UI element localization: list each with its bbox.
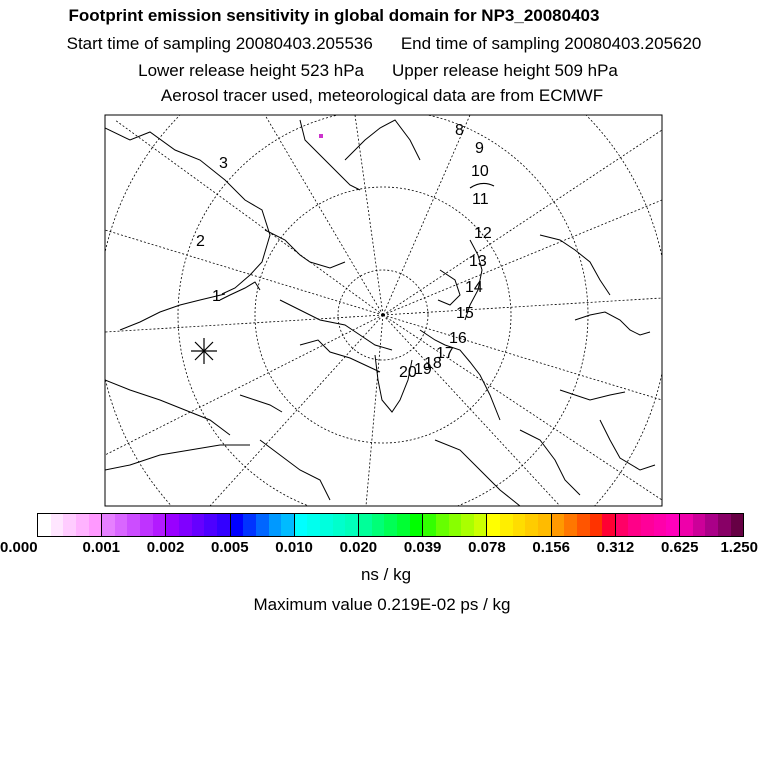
colorbar-segment bbox=[602, 514, 615, 536]
colorbar-segment bbox=[165, 514, 179, 536]
colorbar-segment bbox=[384, 514, 397, 536]
colorbar-segment bbox=[577, 514, 590, 536]
colorbar-segment bbox=[204, 514, 217, 536]
maximum-value: Maximum value 0.219E-02 ps / kg bbox=[253, 595, 511, 614]
colorbar-segment bbox=[731, 514, 744, 536]
colorbar-tick-label: 0.000 bbox=[0, 539, 38, 556]
colorbar-segment bbox=[654, 514, 667, 536]
colorbar-segment bbox=[538, 514, 551, 536]
colorbar-unit: ns / kg bbox=[360, 565, 412, 584]
colorbar-segment bbox=[76, 514, 89, 536]
colorbar-segment bbox=[436, 514, 449, 536]
traj-label: 19 bbox=[414, 361, 432, 378]
colorbar-segment bbox=[140, 514, 153, 536]
colorbar-segment bbox=[590, 514, 603, 536]
colorbar-tick-label: 0.625 bbox=[660, 539, 699, 556]
start-time: Start time of sampling 20080403.205536 bbox=[66, 34, 373, 53]
colorbar-tick-label: 0.005 bbox=[211, 539, 249, 556]
colorbar-segment bbox=[551, 514, 565, 536]
colorbar-segment bbox=[666, 514, 679, 536]
tracer-note: Aerosol tracer used, meteorological data are from ECMWF bbox=[160, 86, 604, 105]
colorbar-segment bbox=[51, 514, 64, 536]
colorbar-segment bbox=[410, 514, 423, 536]
colorbar-tick-label: 0.312 bbox=[596, 539, 635, 556]
colorbar-tick-label: 0.002 bbox=[146, 539, 185, 556]
colorbar-tick-label: 1.250 bbox=[720, 539, 758, 556]
colorbar-segment bbox=[345, 514, 358, 536]
colorbar-segment bbox=[294, 514, 308, 536]
traj-label: 12 bbox=[474, 225, 492, 242]
traj-label: 18 bbox=[424, 355, 442, 372]
traj-label: 3 bbox=[219, 155, 228, 172]
traj-label: 20 bbox=[399, 364, 417, 381]
colorbar-tick-label: 0.039 bbox=[403, 539, 442, 556]
traj-label: 11 bbox=[472, 191, 489, 208]
colorbar-tick-label: 0.001 bbox=[82, 539, 121, 556]
colorbar-segment bbox=[230, 514, 244, 536]
traj-label: 2 bbox=[196, 233, 205, 250]
colorbar-segment bbox=[256, 514, 269, 536]
colorbar-segment bbox=[333, 514, 346, 536]
colorbar-tick-label: 0.078 bbox=[468, 539, 506, 556]
colorbar-segment bbox=[192, 514, 205, 536]
colorbar-segment bbox=[179, 514, 192, 536]
colorbar-segment bbox=[705, 514, 718, 536]
colorbar-tick-label: 0.020 bbox=[339, 539, 378, 556]
colorbar-segment bbox=[474, 514, 487, 536]
colorbar-segment bbox=[372, 514, 385, 536]
colorbar-segment bbox=[153, 514, 166, 536]
colorbar-segment bbox=[217, 514, 230, 536]
colorbar-tick-label: 0.010 bbox=[275, 539, 313, 556]
colorbar-segment bbox=[525, 514, 538, 536]
colorbar-segment bbox=[307, 514, 320, 536]
traj-label: 1 bbox=[212, 288, 221, 305]
colorbar-segment bbox=[500, 514, 513, 536]
colorbar-segment bbox=[461, 514, 474, 536]
traj-label: 15 bbox=[456, 305, 474, 322]
colorbar-tick-label: 0.156 bbox=[532, 539, 570, 556]
colorbar-segment bbox=[628, 514, 641, 536]
end-time: End time of sampling 20080403.205620 bbox=[400, 34, 702, 53]
colorbar-segment bbox=[281, 514, 294, 536]
colorbar-segment bbox=[89, 514, 102, 536]
traj-label: 13 bbox=[469, 253, 487, 270]
colorbar-segment bbox=[38, 514, 51, 536]
plume-dot bbox=[319, 134, 323, 138]
traj-label: 17 bbox=[436, 345, 454, 362]
colorbar-segment bbox=[486, 514, 500, 536]
map-title: Footprint emission sensitivity in global domain for NP3_20080403 bbox=[68, 6, 600, 25]
colorbar-segment bbox=[63, 514, 76, 536]
colorbar-segment bbox=[127, 514, 140, 536]
colorbar-segment bbox=[358, 514, 372, 536]
traj-label: 14 bbox=[465, 279, 483, 296]
colorbar-segment bbox=[693, 514, 706, 536]
colorbar-segment bbox=[243, 514, 256, 536]
colorbar-segment bbox=[115, 514, 128, 536]
lower-height: Lower release height 523 hPa bbox=[138, 61, 364, 80]
colorbar-segment bbox=[513, 514, 526, 536]
colorbar-segment bbox=[564, 514, 577, 536]
traj-label: 10 bbox=[471, 163, 489, 180]
colorbar-segment bbox=[269, 514, 282, 536]
colorbar-segment bbox=[718, 514, 731, 536]
traj-label: 9 bbox=[475, 140, 484, 157]
colorbar-segment bbox=[615, 514, 629, 536]
colorbar-segment bbox=[397, 514, 410, 536]
traj-label: 16 bbox=[449, 330, 467, 347]
traj-label: 8 bbox=[455, 122, 464, 139]
colorbar-segment bbox=[320, 514, 333, 536]
colorbar-segment bbox=[101, 514, 115, 536]
colorbar-segment bbox=[641, 514, 654, 536]
upper-height: Upper release height 509 hPa bbox=[392, 61, 618, 80]
colorbar bbox=[37, 513, 744, 537]
colorbar-segment bbox=[679, 514, 693, 536]
colorbar-segment bbox=[422, 514, 436, 536]
colorbar-segment bbox=[449, 514, 462, 536]
